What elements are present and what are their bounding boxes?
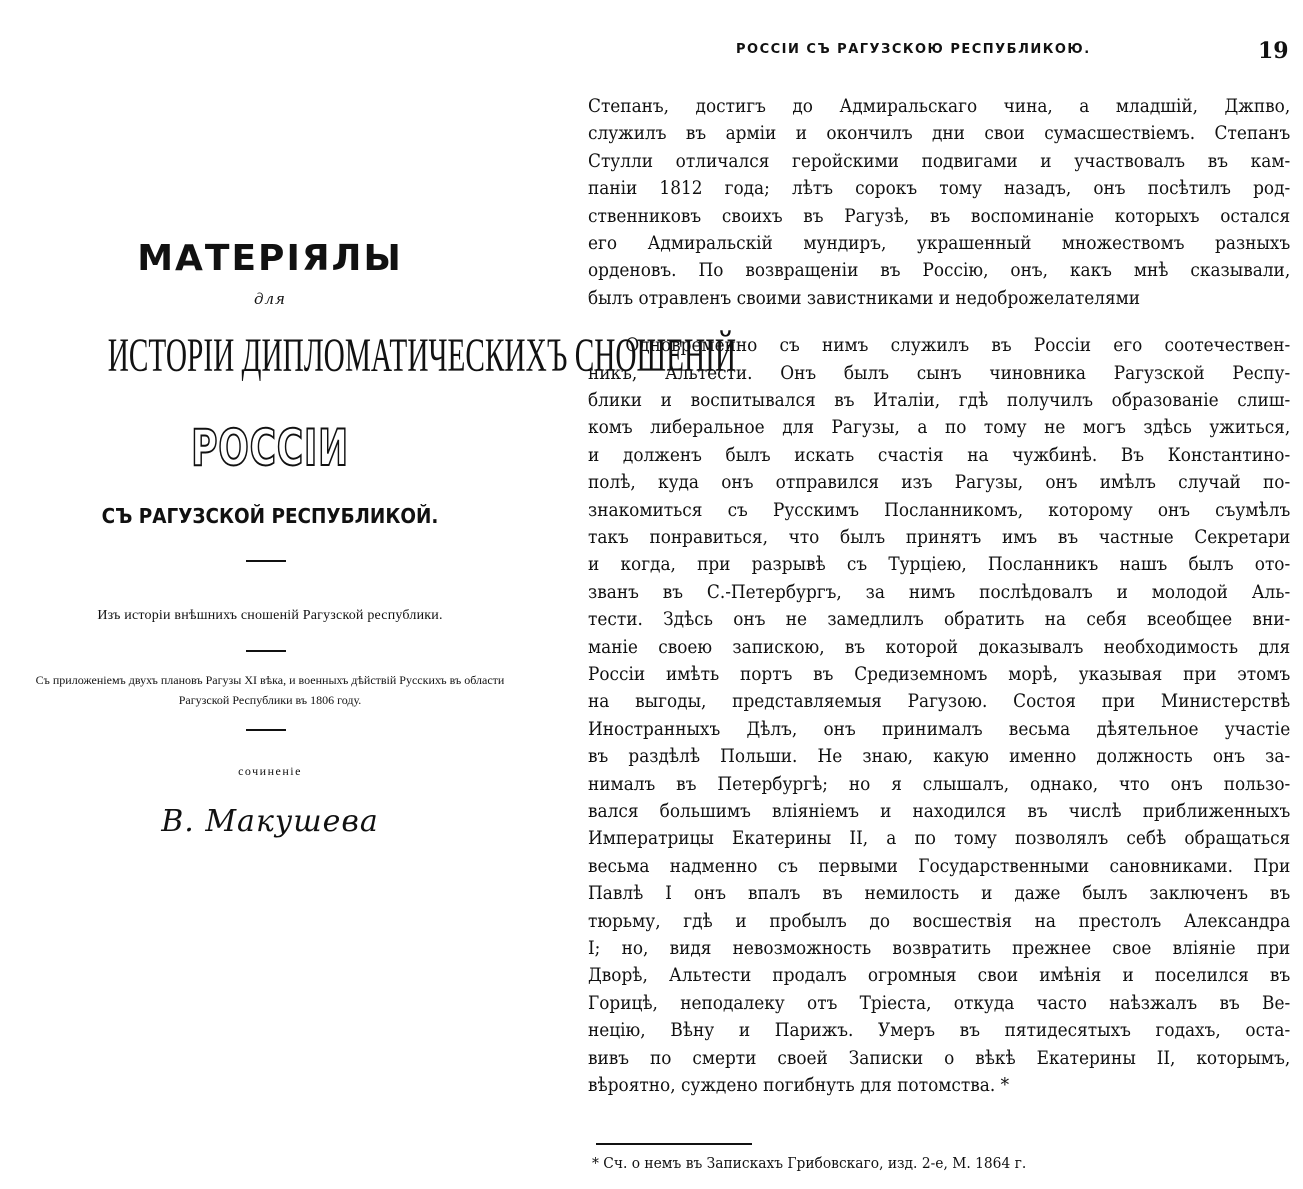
text-line: полѣ, куда онъ отправился изъ Рагузы, онъ имѣлъ случай по-: [588, 471, 1291, 494]
text-line: былъ отравленъ своими завистниками и недоброжелателями: [588, 286, 1141, 309]
text-line: нецію, Вѣну и Парижъ. Умеръ въ пятидесятыхъ годахъ, оста-: [588, 1019, 1291, 1042]
divider-rule: [246, 729, 286, 731]
text-line: тести. Здѣсь онъ не замедлилъ обратить на себя всеобщее вни-: [588, 608, 1291, 631]
text-line: званъ въ С.-Петербургъ, за нимъ послѣдовалъ и молодой Аль-: [588, 580, 1291, 603]
text-line: Императрицы Екатерины II, а по тому позволялъ себѣ обращаться: [588, 827, 1291, 850]
divider-rule: [246, 560, 286, 562]
text-line: вѣроятно, суждено погибнуть для потомства. *: [588, 1074, 1010, 1096]
text-line: орденовъ. По возвращеніи въ Россію, онъ, какъ мнѣ сказывали,: [588, 259, 1291, 282]
text-line: вивъ по смерти своей Записки о вѣкѣ Екатерины II, которымъ,: [588, 1046, 1291, 1069]
text-line: Россіи имѣть портъ въ Средиземномъ морѣ, указывая при этомъ: [588, 663, 1291, 685]
text-line: ственниковъ своихъ въ Рагузѣ, въ воспоминаніе которыхъ остался: [588, 204, 1291, 227]
text-line: знакомиться съ Русскимъ Посланникомъ, которому онъ съумѣлъ: [588, 498, 1291, 521]
divider-rule: [246, 650, 286, 652]
text-line: Горицѣ, неподалеку отъ Тріеста, откуда часто наѣзжалъ въ Ве-: [588, 991, 1291, 1014]
text-line: блики и воспитывался въ Италіи, гдѣ получилъ образованіе слиш-: [588, 389, 1291, 411]
author-signature: В. Макушева: [161, 804, 379, 839]
text-line: I; но, видя невозможность возвратить прежнее свое вліяніе при: [588, 937, 1291, 959]
text-line: никъ, Альтести. Онъ былъ сынъ чиновника Рагузской Респу-: [588, 361, 1291, 384]
text-line: комъ либеральное для Рагузы, а по тому не могъ здѣсь ужиться,: [588, 416, 1291, 439]
title-russia: РОССІИ: [191, 419, 349, 477]
text-line: маніе своею запискою, въ которой доказывалъ необходимость для: [588, 635, 1291, 658]
text-line: Одновременно съ нимъ служилъ въ Россіи его соотечествен-: [625, 334, 1291, 357]
text-line: служилъ въ арміи и окончилъ дни свои сумасшествіемъ. Степанъ: [588, 122, 1291, 145]
title-dlya: для: [254, 290, 286, 308]
text-line: весьма надменно съ первыми Государственными сановниками. При: [588, 854, 1291, 877]
page-number: 19: [1258, 38, 1289, 64]
text-page: [570, 0, 1303, 1189]
text-line: его Адмиральскій мундиръ, украшенный множествомъ разныхъ: [588, 232, 1291, 254]
text-line: на выгоды, представляемыя Рагузою. Состоя при Министерствѣ: [588, 690, 1291, 713]
text-line: Павлѣ I онъ впалъ въ немилость и даже былъ заключенъ въ: [588, 882, 1291, 905]
title-materials: МАТЕРІЯЛЫ: [137, 238, 403, 279]
text-line: и долженъ былъ искать счастія на чужбинѣ. Въ Константино-: [588, 443, 1291, 466]
footnote: * Сч. о немъ въ Запискахъ Грибовскаго, изд. 2-е, М. 1864 г.: [592, 1154, 1027, 1172]
text-line: Иностранныхъ Дѣлъ, онъ принималъ весьма дѣятельное участіе: [588, 717, 1291, 740]
text-line: въ раздѣлѣ Польши. Не знаю, какую именно должность онъ за-: [588, 745, 1291, 768]
title-ragusa: СЪ РАГУЗСКОЙ РЕСПУБЛИКОЙ.: [101, 504, 439, 528]
footnote-rule: [596, 1143, 752, 1145]
title-from-history: Изъ исторіи внѣшнихъ сношеній Рагузской республики.: [97, 608, 443, 623]
text-line: вался большимъ вліяніемъ и находился въ числѣ приближенныхъ: [588, 800, 1291, 822]
title-history-line: ИСТОРІИ ДИПЛОМАТИЧЕСКИХЪ СНОШЕНІЙ: [107, 329, 737, 382]
text-line: нималъ въ Петербургѣ; но я слышалъ, однако, что онъ пользо-: [588, 772, 1291, 795]
text-line: Стулли отличался геройскими подвигами и участвовалъ въ кам-: [588, 149, 1291, 172]
text-line: такъ понравиться, что былъ принятъ имъ въ частные Секретари: [588, 526, 1291, 548]
text-line: паніи 1812 года; лѣтъ сорокъ тому назадъ, онъ посѣтилъ род-: [588, 177, 1291, 200]
title-appendix: Съ приложеніемъ двухъ плановъ Рагузы XI вѣка, и военныхъ дѣйствій Русскихъ въ области Рагузской Республики въ 1806 году.: [35, 673, 505, 707]
title-work-label: сочиненіе: [238, 764, 302, 778]
text-line: тюрьму, гдѣ и пробылъ до восшествія на престолъ Александра: [588, 909, 1291, 932]
text-line: Степанъ, достигъ до Адмиральскаго чина, а младшій, Джпво,: [588, 95, 1291, 117]
running-head: РОССІИ СЪ РАГУЗСКОЮ РЕСПУБЛИКОЮ.: [736, 42, 1091, 57]
text-line: Дворѣ, Альтести продалъ огромныя свои имѣнія и поселился въ: [588, 964, 1291, 987]
text-line: и когда, при разрывѣ съ Турціею, Посланникъ нашъ былъ ото-: [588, 553, 1291, 576]
